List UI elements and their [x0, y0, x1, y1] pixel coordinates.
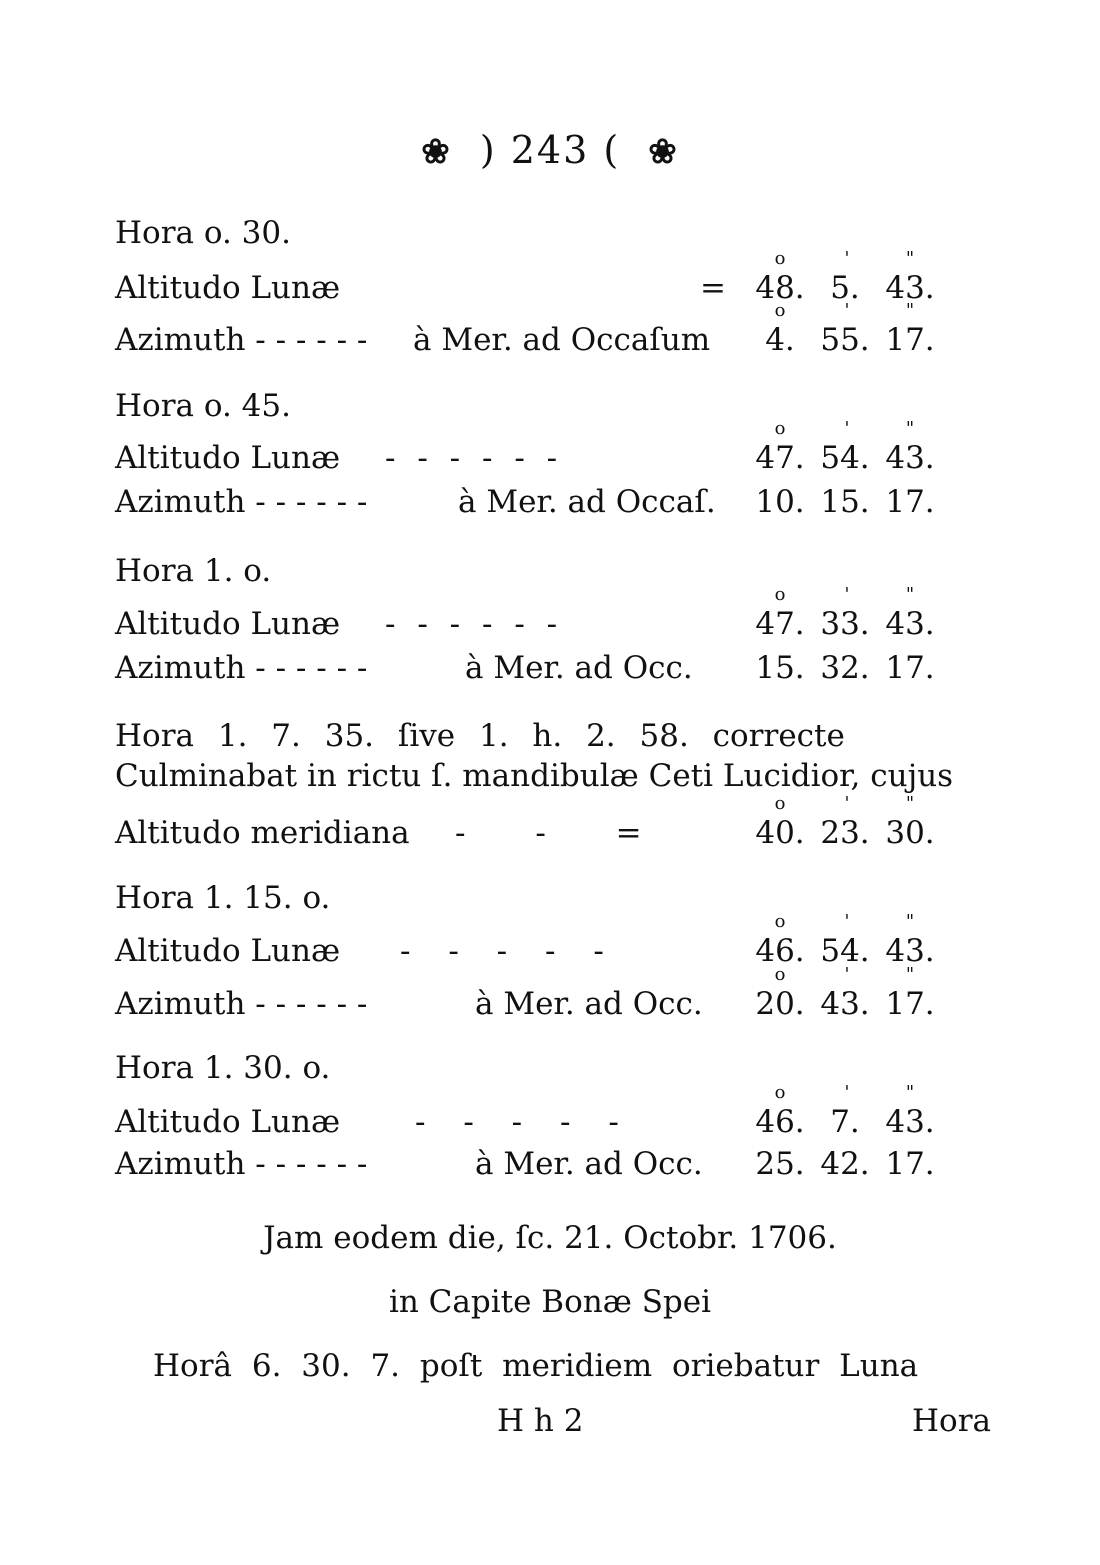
- minute-mark: ': [844, 793, 850, 814]
- minutes: 15.: [820, 484, 870, 520]
- degrees: 20.: [755, 986, 805, 1022]
- azimuth-row: [115, 300, 935, 362]
- right-ornament-icon: ❀: [648, 132, 679, 172]
- degrees: 47.: [755, 606, 805, 642]
- minutes: 5.: [830, 270, 860, 306]
- seconds: 17.: [885, 1146, 935, 1182]
- minute-mark: ': [844, 1082, 850, 1103]
- azimuth-row: [115, 964, 935, 1026]
- minute-mark: ': [844, 964, 850, 985]
- second-mark: ": [905, 300, 915, 321]
- row-label: Altitudo Lunæ: [115, 1104, 341, 1140]
- minute-mark: ': [844, 911, 850, 932]
- minutes: 33.: [820, 606, 870, 642]
- hora-correcte-line: [115, 718, 935, 758]
- date-heading: Jam eodem die, ſc. 21. Octobr. 1706.: [263, 1220, 837, 1256]
- minutes: 32.: [820, 650, 870, 686]
- row-mid: à Mer. ad Occaſum: [413, 322, 711, 358]
- minutes: 43.: [820, 986, 870, 1022]
- row-label: Altitudo Lunæ: [115, 270, 341, 306]
- degree-mark: o: [774, 964, 786, 985]
- row-mid: - - - - - -: [385, 606, 564, 642]
- minute-mark: ': [844, 584, 850, 605]
- row-mid: à Mer. ad Occ.: [465, 650, 693, 686]
- minute-mark: ': [844, 248, 850, 269]
- row-label: Azimuth - - - - - -: [115, 322, 368, 358]
- minutes: 55.: [820, 322, 870, 358]
- degree-mark: o: [774, 1082, 786, 1103]
- degrees: 46.: [755, 933, 805, 969]
- altitudo-meridiana-row: [115, 793, 935, 855]
- second-mark: ": [905, 584, 915, 605]
- minute-mark: ': [844, 418, 850, 439]
- minute-mark: ': [844, 300, 850, 321]
- degree-mark: o: [774, 793, 786, 814]
- row-mid: à Mer. ad Occ.: [475, 986, 703, 1022]
- hora-line: [115, 215, 935, 255]
- degrees: 40.: [755, 815, 805, 851]
- degrees: 48.: [755, 270, 805, 306]
- second-mark: ": [905, 793, 915, 814]
- minutes: 54.: [820, 933, 870, 969]
- degrees: 47.: [755, 440, 805, 476]
- signature-mark: H h 2: [497, 1403, 584, 1439]
- degrees: 25.: [755, 1146, 805, 1182]
- culminabat-line: [115, 758, 954, 798]
- culminabat-text: Culminabat in rictu ſ. mandibulæ Ceti Lucidior, cujus: [115, 758, 954, 794]
- row-label: Azimuth - - - - - -: [115, 986, 368, 1022]
- hora-label: Hora 1. o.: [115, 553, 272, 589]
- catchword: Hora: [912, 1403, 991, 1439]
- page-number: ) 243 (: [479, 128, 621, 172]
- final-line: Horâ 6. 30. 7. poſt meridiem oriebatur Luna: [153, 1348, 919, 1384]
- degree-mark: o: [774, 300, 786, 321]
- row-mid: - - - - -: [415, 1104, 633, 1140]
- row-mid: - - - - - -: [385, 440, 564, 476]
- row-mid: - - =: [455, 815, 642, 851]
- row-mid: à Mer. ad Occaſ.: [458, 484, 716, 520]
- place-heading: in Capite Bonæ Spei: [388, 1284, 712, 1320]
- seconds: 43.: [885, 933, 935, 969]
- row-label: Altitudo meridiana: [115, 815, 410, 851]
- hora-label: Hora 1. 30. o.: [115, 1050, 331, 1086]
- page-header: [0, 128, 1100, 172]
- degree-mark: o: [774, 418, 786, 439]
- row-label: Altitudo Lunæ: [115, 933, 341, 969]
- azimuth-row: [115, 650, 935, 690]
- hora-label: Hora 1. 7. 35. ſive 1. h. 2. 58. correcte: [115, 718, 845, 754]
- row-mid: à Mer. ad Occ.: [475, 1146, 703, 1182]
- degrees: 10.: [755, 484, 805, 520]
- minutes: 42.: [820, 1146, 870, 1182]
- seconds: 17.: [885, 986, 935, 1022]
- second-mark: ": [905, 418, 915, 439]
- second-mark: ": [905, 1082, 915, 1103]
- degree-mark: o: [774, 584, 786, 605]
- hora-line: [115, 553, 935, 593]
- seconds: 17.: [885, 322, 935, 358]
- minutes: 7.: [830, 1104, 860, 1140]
- row-label: Altitudo Lunæ: [115, 606, 341, 642]
- seconds: 43.: [885, 1104, 935, 1140]
- degrees: 15.: [755, 650, 805, 686]
- second-mark: ": [905, 911, 915, 932]
- seconds: 30.: [885, 815, 935, 851]
- degree-mark: o: [774, 911, 786, 932]
- hora-label: Hora o. 30.: [115, 215, 291, 251]
- degrees: 4.: [765, 322, 795, 358]
- degrees: 46.: [755, 1104, 805, 1140]
- altitudo-row: [115, 1082, 935, 1144]
- row-label: Altitudo Lunæ: [115, 440, 341, 476]
- minutes: 54.: [820, 440, 870, 476]
- left-ornament-icon: ❀: [421, 132, 452, 172]
- hora-label: Hora o. 45.: [115, 388, 291, 424]
- seconds: 17.: [885, 484, 935, 520]
- row-mid: - - - - -: [400, 933, 618, 969]
- seconds: 43.: [885, 440, 935, 476]
- altitudo-row: [115, 418, 935, 480]
- row-label: Azimuth - - - - - -: [115, 484, 368, 520]
- hora-label: Hora 1. 15. o.: [115, 880, 331, 916]
- altitudo-row: [115, 911, 935, 973]
- row-label: Azimuth - - - - - -: [115, 650, 368, 686]
- row-mid: =: [700, 270, 726, 306]
- second-mark: ": [905, 964, 915, 985]
- azimuth-row: [115, 484, 935, 524]
- minutes: 23.: [820, 815, 870, 851]
- azimuth-row: [115, 1146, 935, 1186]
- hora-line: [115, 880, 935, 920]
- seconds: 43.: [885, 606, 935, 642]
- seconds: 43.: [885, 270, 935, 306]
- hora-line: [115, 388, 935, 428]
- row-label: Azimuth - - - - - -: [115, 1146, 368, 1182]
- hora-line: [115, 1050, 935, 1090]
- degree-mark: o: [774, 248, 786, 269]
- second-mark: ": [905, 248, 915, 269]
- altitudo-row: [115, 248, 935, 310]
- altitudo-row: [115, 584, 935, 646]
- seconds: 17.: [885, 650, 935, 686]
